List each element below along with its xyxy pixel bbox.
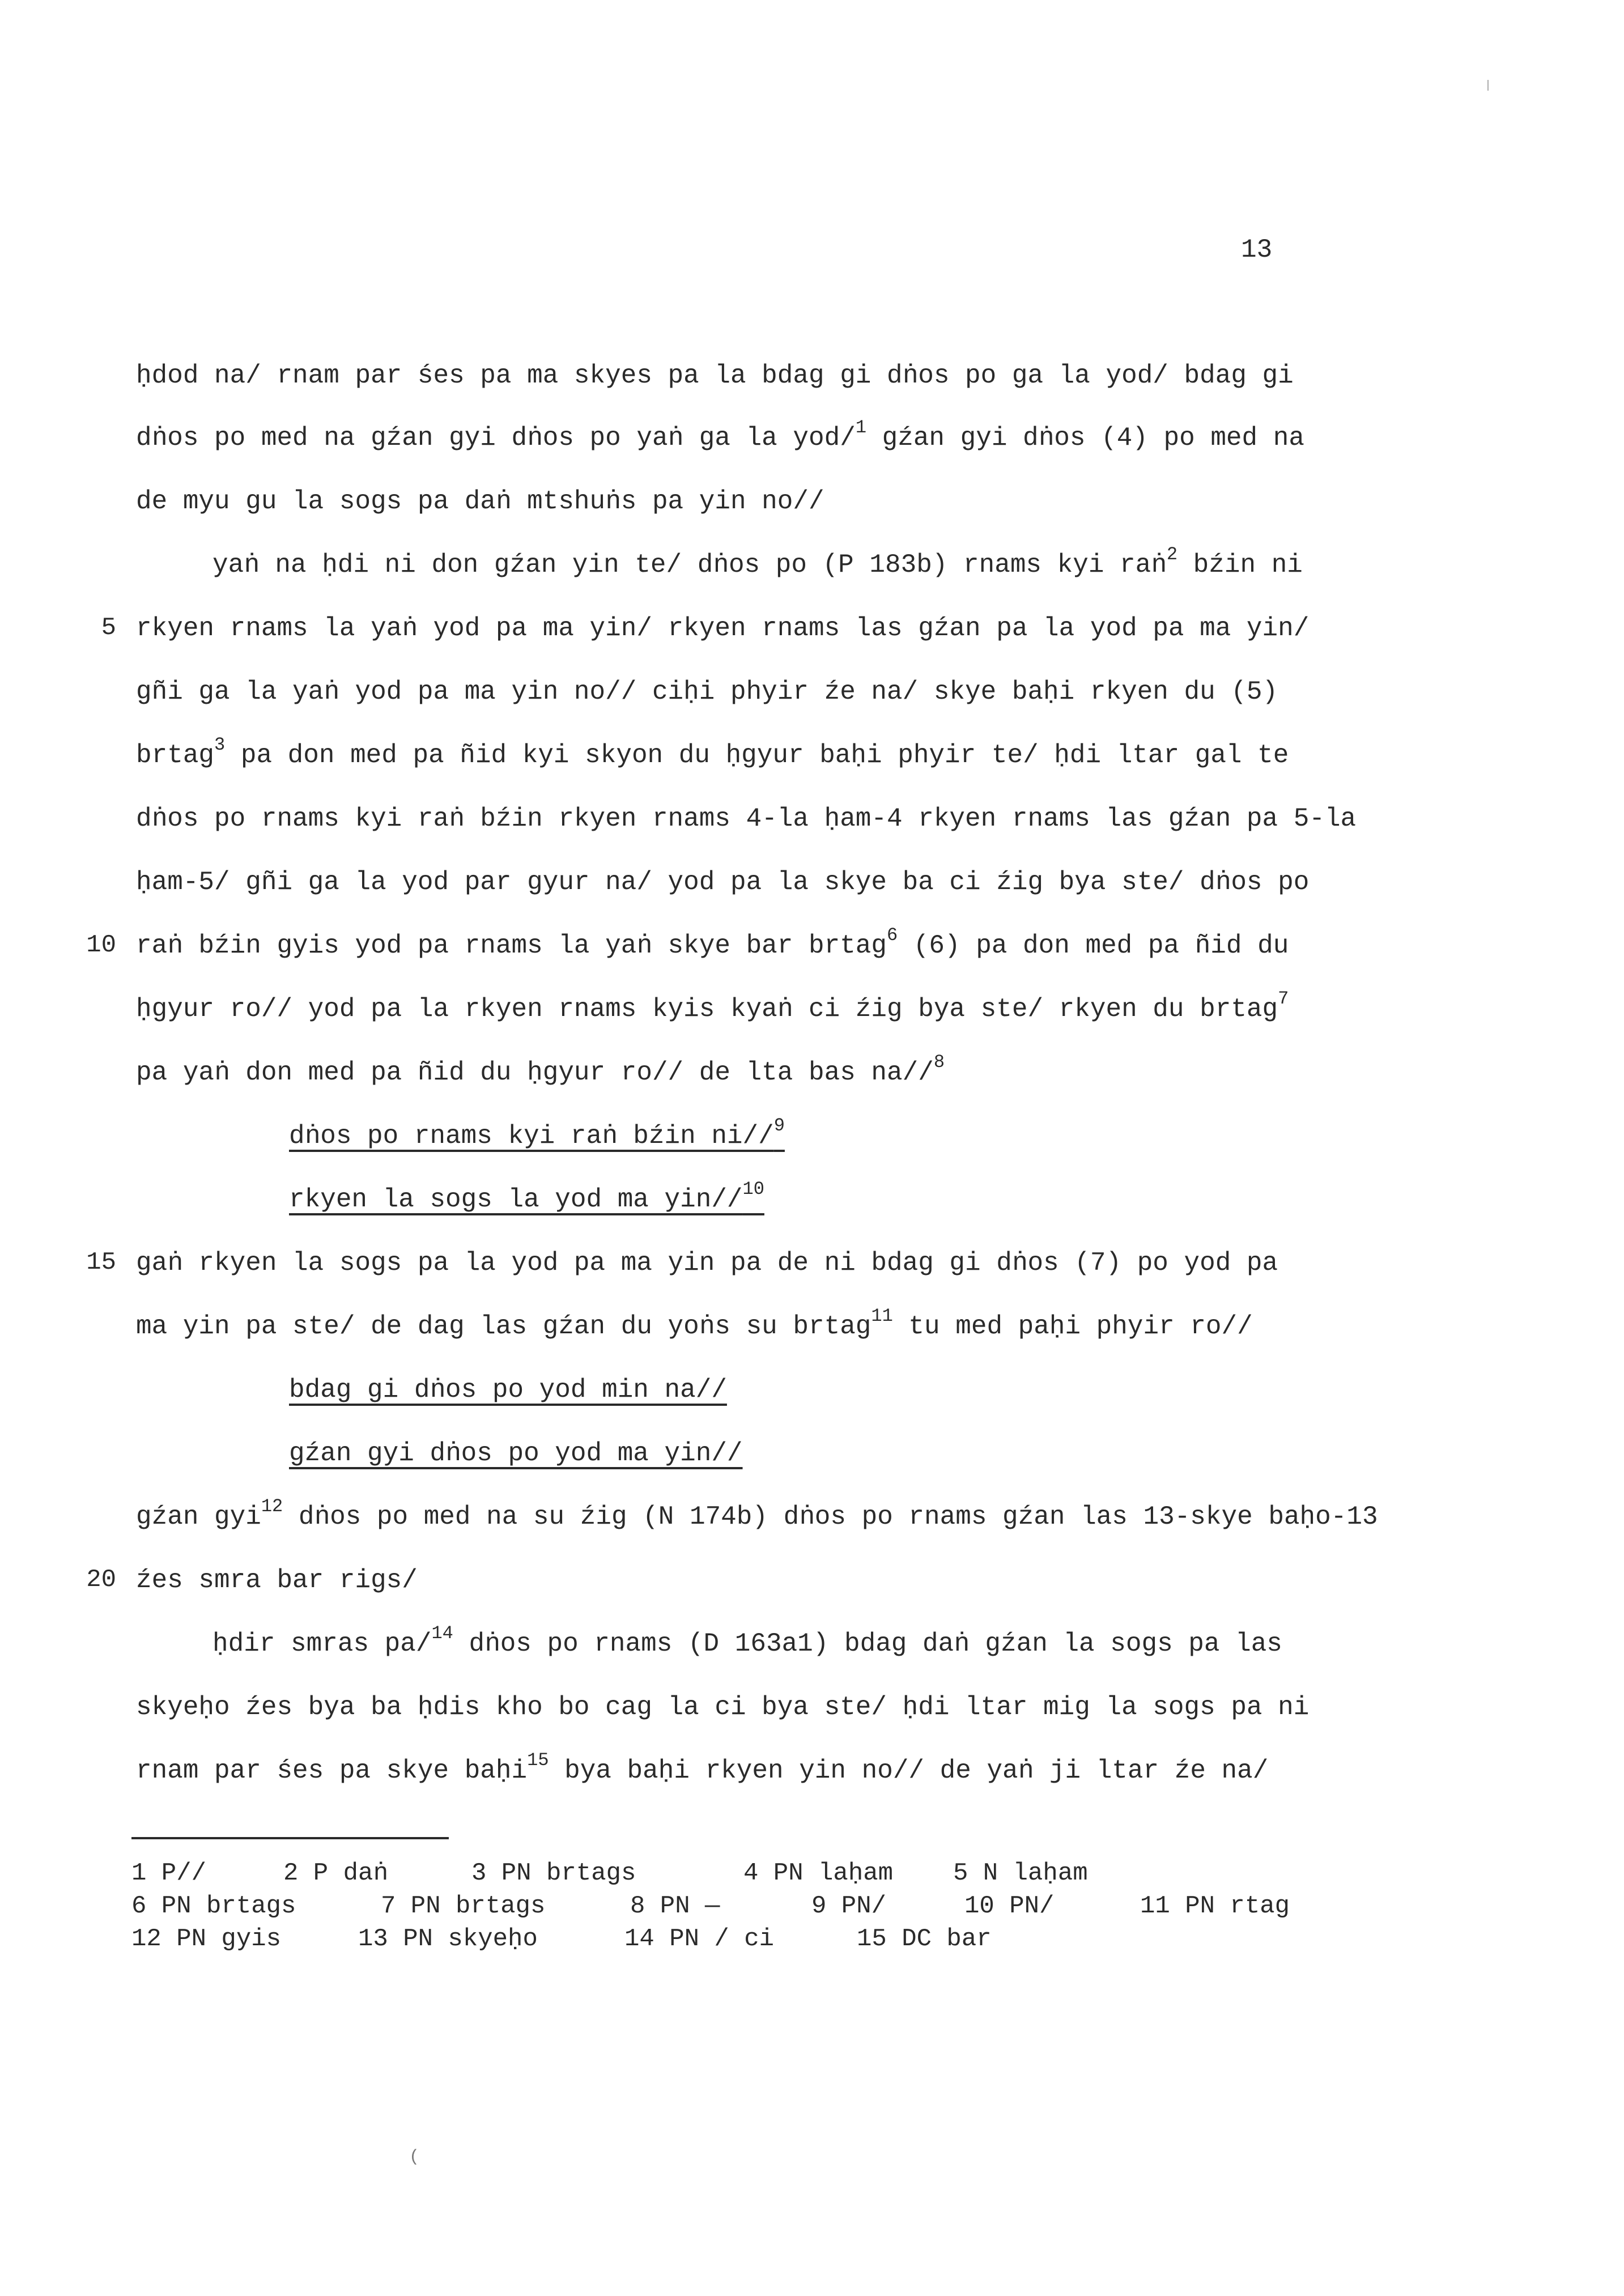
footnote: 2 P daṅ bbox=[283, 1859, 388, 1887]
text-line: de myu gu la sogs pa daṅ mtshuṅs pa yin no// bbox=[136, 487, 824, 516]
line-number: 10 bbox=[86, 931, 116, 959]
footnote: 5 N laḥam bbox=[953, 1859, 1088, 1887]
footnote: 14 PN / ci bbox=[624, 1925, 775, 1953]
text-line: yaṅ na ḥdi ni don gźan yin te/ dṅos po (P 183b) rnams kyi raṅ$^2$ bźin ni bbox=[212, 544, 1303, 580]
text-line: gñi ga la yaṅ yod pa ma yin no// ciḥi phyir źe na/ skye baḥi rkyen du (5) bbox=[136, 677, 1278, 707]
verse-line: bdag gi dṅos po yod min na// bbox=[289, 1375, 727, 1405]
text-line: rnam par śes pa skye baḥi$^{15}$ bya baḥi rkyen yin no// de yaṅ ji ltar źe na/ bbox=[136, 1750, 1269, 1785]
line-number: 5 bbox=[101, 614, 116, 642]
verse-line: gźan gyi dṅos po yod ma yin// bbox=[289, 1439, 743, 1468]
footnote: 3 PN brtags bbox=[471, 1859, 636, 1887]
footnote: 12 PN gyis bbox=[131, 1925, 282, 1953]
text-line: pa yaṅ don med pa ñid du ḥgyur ro// de lta bas na//$^8$ bbox=[136, 1052, 945, 1087]
text-line: raṅ bźin gyis yod pa rnams la yaṅ skye bar brtag$^6$ (6) pa don med pa ñid du bbox=[136, 925, 1289, 960]
text-line: ḥgyur ro// yod pa la rkyen rnams kyis kyaṅ ci źig bya ste/ rkyen du brtag$^7$ bbox=[136, 988, 1289, 1024]
footnote: 4 PN laḥam bbox=[743, 1859, 894, 1887]
text-line: gaṅ rkyen la sogs pa la yod pa ma yin pa de ni bdag gi dṅos (7) po yod pa bbox=[136, 1248, 1278, 1278]
footnote: 11 PN rtag bbox=[1140, 1892, 1290, 1920]
footnote: 10 PN/ bbox=[964, 1892, 1055, 1920]
footnote: 9 PN/ bbox=[811, 1892, 887, 1920]
verse-line: rkyen la sogs la yod ma yin//$^{10}$ bbox=[289, 1179, 764, 1214]
footnote: 15 DC bar bbox=[857, 1925, 992, 1953]
footnote: 8 PN — bbox=[630, 1892, 720, 1920]
line-number: 20 bbox=[86, 1566, 116, 1594]
text-line: dṅos po med na gźan gyi dṅos po yaṅ ga la yod/$^1$ gźan gyi dṅos (4) po med na bbox=[136, 417, 1304, 453]
text-line: ma yin pa ste/ de dag las gźan du yoṅs su brtag$^{11}$ tu med paḥi phyir ro// bbox=[136, 1306, 1253, 1341]
scan-mark: ( bbox=[409, 2148, 420, 2167]
text-line: ḥdod na/ rnam par śes pa ma skyes pa la bdag gi dṅos po ga la yod/ bdag gi bbox=[136, 361, 1294, 390]
footnote: 1 P// bbox=[131, 1859, 207, 1887]
text-line: ḥdir smras pa/$^{14}$ dṅos po rnams (D 163a1) bdag daṅ gźan la sogs pa las bbox=[212, 1623, 1282, 1659]
page-number: 13 bbox=[1241, 235, 1273, 265]
footnote: 13 PN skyeḥo bbox=[358, 1925, 538, 1953]
text-line: skyeḥo źes bya ba ḥdis kho bo cag la ci bya ste/ ḥdi ltar mig la sogs pa ni bbox=[136, 1693, 1310, 1722]
line-number: 15 bbox=[86, 1248, 116, 1277]
footnote-row bbox=[131, 1925, 992, 2076]
text-line: gźan gyi$^{12}$ dṅos po med na su źig (N 174b) dṅos po rnams gźan las 13-skye baḥo-13 bbox=[136, 1496, 1378, 1532]
verse-line: dṅos po rnams kyi raṅ bźin ni//$^9$ bbox=[289, 1115, 785, 1151]
text-line: dṅos po rnams kyi raṅ bźin rkyen rnams 4-la ḥam-4 rkyen rnams las gźan pa 5-la bbox=[136, 804, 1357, 834]
scan-mark: | bbox=[1485, 79, 1492, 92]
text-line: brtag$^3$ pa don med pa ñid kyi skyon du ḥgyur baḥi phyir te/ ḥdi ltar gal te bbox=[136, 734, 1289, 770]
footnote-divider bbox=[131, 1837, 449, 1839]
text-line: rkyen rnams la yaṅ yod pa ma yin/ rkyen rnams las gźan pa la yod pa ma yin/ bbox=[136, 614, 1310, 643]
text-line: źes smra bar rigs/ bbox=[136, 1566, 418, 1595]
text-line: ḥam-5/ gñi ga la yod par gyur na/ yod pa la skye ba ci źig bya ste/ dṅos po bbox=[136, 868, 1310, 897]
footnote: 6 PN brtags bbox=[131, 1892, 296, 1920]
footnote: 7 PN brtags bbox=[381, 1892, 546, 1920]
